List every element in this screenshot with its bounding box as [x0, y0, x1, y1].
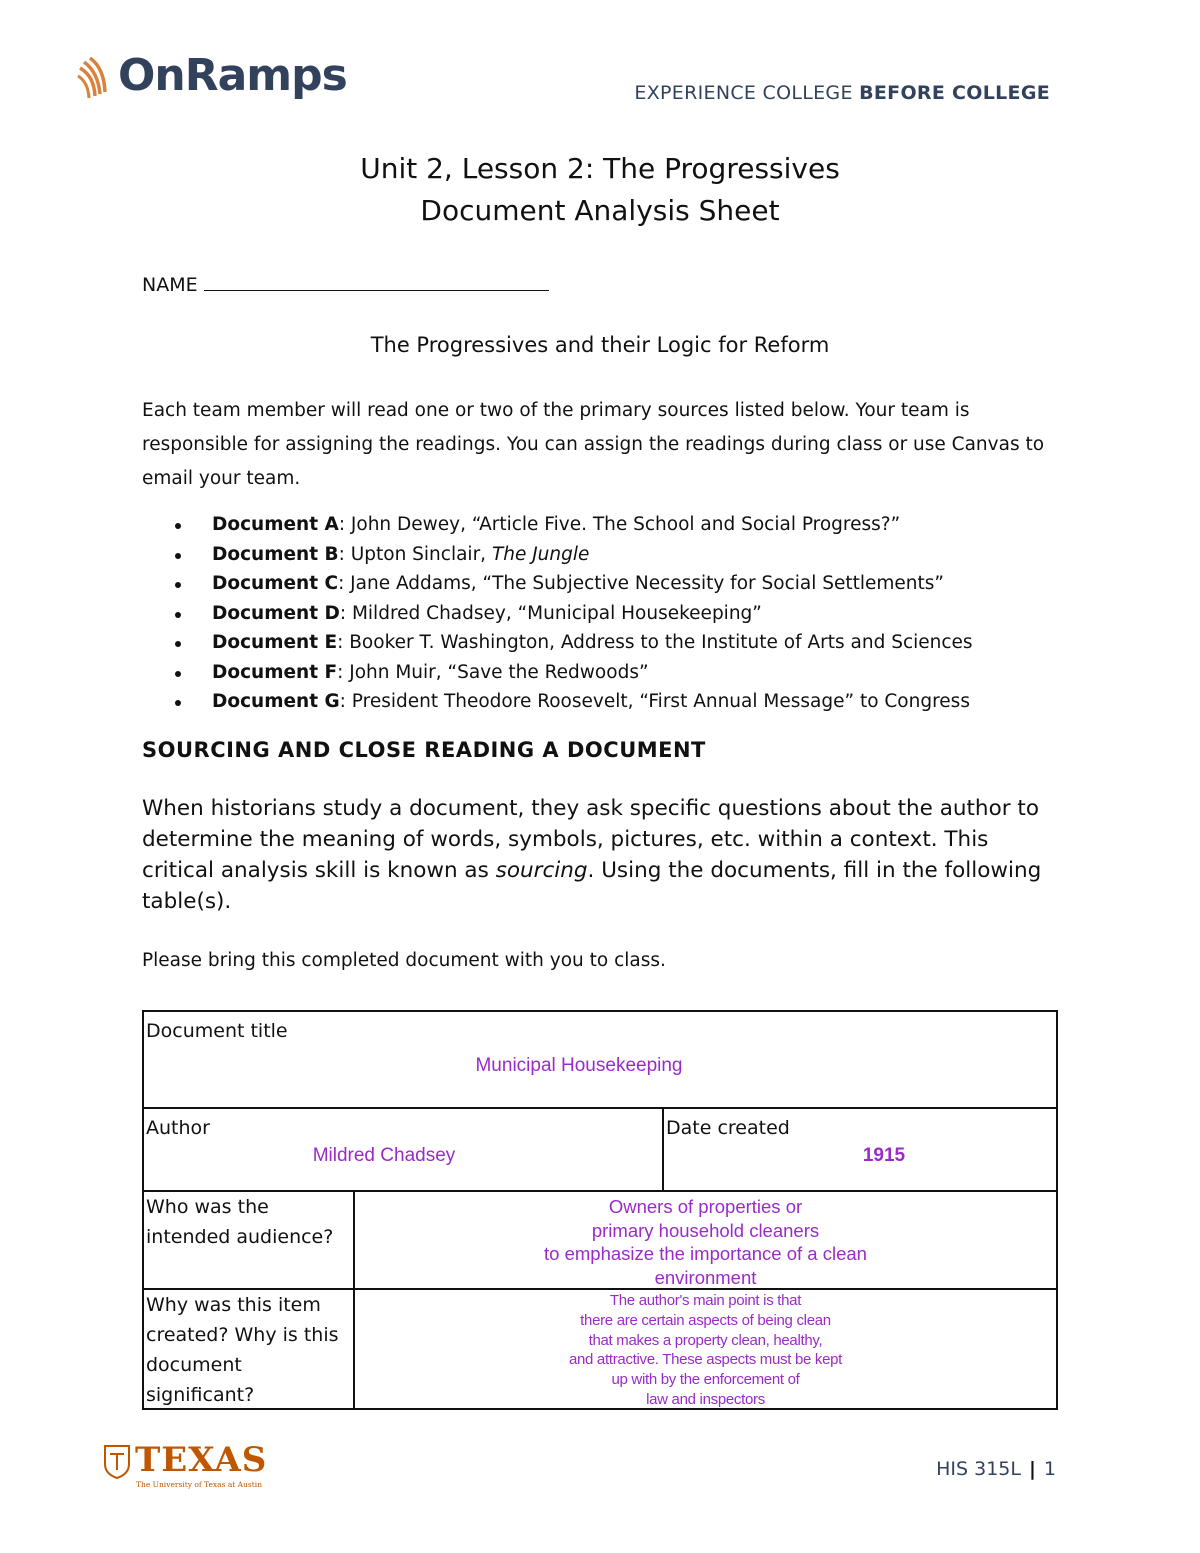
why-line: law and inspectors	[646, 1390, 765, 1408]
audience-value	[355, 1195, 1056, 1289]
list-item	[212, 569, 973, 599]
onramps-logo	[76, 48, 366, 120]
why-value	[355, 1291, 1056, 1410]
doc-label: Document E	[212, 632, 338, 653]
doc-text: : Booker T. Washington, Address to the Institute of Arts and Sciences	[337, 632, 973, 653]
document-list	[142, 510, 973, 717]
texas-word: TEXAS	[135, 1440, 268, 1480]
date-label: Date created	[666, 1117, 790, 1139]
list-item	[212, 628, 973, 658]
date-cell[interactable]	[664, 1109, 1056, 1192]
author-cell[interactable]	[144, 1109, 664, 1192]
why-line: up with by the enforcement of	[611, 1371, 800, 1389]
list-item	[212, 510, 973, 540]
why-label: Why was this item created? Why is this document significant?	[146, 1294, 339, 1406]
course-code: HIS 315L	[936, 1458, 1021, 1480]
doc-title-cell[interactable]	[144, 1012, 1056, 1109]
intro-paragraph: Each team member will read one or two of the primary sources listed below. Your team is responsible for assigning the readings. You can assign the readings during class or use Canvas to email your team.	[142, 400, 1045, 489]
name-label: NAME	[142, 274, 198, 296]
page-subtitle-sheet: Document Analysis Sheet	[420, 194, 780, 227]
tagline	[634, 82, 1050, 104]
audience-line: primary household cleaners	[591, 1219, 820, 1241]
doc-label: Document G	[212, 691, 340, 712]
page-title: Unit 2, Lesson 2: The Progressives	[360, 152, 840, 185]
author-label: Author	[146, 1117, 210, 1139]
tagline-part1: EXPERIENCE COLLEGE	[634, 82, 860, 104]
doc-label: Document A	[212, 514, 339, 535]
list-item	[212, 658, 973, 688]
why-label-cell	[144, 1290, 355, 1408]
doc-text: : John Dewey, “Article Five. The School and Social Progress?”	[338, 514, 901, 535]
list-item	[212, 540, 973, 570]
sourcing-italic: sourcing	[495, 858, 588, 883]
audience-line: to emphasize the importance of a clean	[544, 1243, 867, 1264]
doc-title-value: Municipal Housekeeping	[475, 1055, 683, 1076]
why-line: and attractive. These aspects must be kept	[568, 1351, 843, 1369]
doc-title-label: Document title	[146, 1020, 288, 1042]
section-heading: SOURCING AND CLOSE READING A DOCUMENT	[142, 738, 706, 762]
doc-text: : President Theodore Roosevelt, “First Annual Message” to Congress	[339, 691, 970, 712]
why-line: The author's main point is that	[609, 1292, 802, 1309]
why-line: there are certain aspects of being clean	[580, 1311, 831, 1329]
analysis-table	[142, 1010, 1058, 1410]
audience-label-cell	[144, 1192, 355, 1290]
page-index: 1	[1043, 1458, 1056, 1480]
tagline-part2: BEFORE COLLEGE	[859, 82, 1050, 104]
audience-cell[interactable]	[355, 1192, 1056, 1290]
doc-italic: The Jungle	[491, 543, 590, 565]
name-blank-line[interactable]	[204, 270, 549, 291]
sourcing-text-1: When historians study a document, they ask specific questions about the author to determine the meaning of words, symbols, pictures, etc. within a context. This critical analysis skill is known as	[142, 796, 1039, 883]
page-number	[936, 1458, 1056, 1480]
page-separator: |	[1028, 1458, 1036, 1480]
doc-label: Document F	[212, 661, 338, 683]
doc-text: : Jane Addams, “The Subjective Necessity for Social Settlements”	[338, 573, 944, 594]
list-item	[212, 687, 973, 717]
doc-text: : Upton Sinclair,	[338, 543, 492, 565]
texas-sub: The University of Texas at Austin	[136, 1480, 263, 1489]
ut-seal-icon	[103, 1444, 131, 1480]
doc-label: Document C	[212, 573, 339, 594]
audience-line: Owners of properties or	[608, 1196, 803, 1217]
doc-label: Document D	[212, 602, 340, 624]
doc-text: : Mildred Chadsey, “Municipal Housekeeping”	[339, 602, 762, 624]
section-subtitle: The Progressives and their Logic for Reform	[370, 333, 830, 357]
bring-note: Please bring this completed document with you to class.	[142, 950, 666, 971]
list-item	[212, 599, 973, 629]
date-value: 1915	[862, 1145, 906, 1166]
audience-label: Who was the intended audience?	[146, 1196, 334, 1248]
doc-text: : John Muir, “Save the Redwoods”	[337, 661, 649, 683]
sourcing-paragraph	[142, 793, 1062, 917]
audience-line: environment	[654, 1266, 757, 1288]
texas-logo	[103, 1440, 268, 1492]
sourcing-text-2: . Using the documents, fill in the following table(s).	[142, 858, 1042, 914]
why-line: that makes a property clean, healthy,	[588, 1331, 823, 1349]
doc-label: Document B	[212, 543, 339, 565]
why-cell[interactable]	[355, 1290, 1056, 1408]
name-field	[142, 270, 549, 296]
author-value: Mildred Chadsey	[312, 1145, 456, 1166]
onramps-logo-text: OnRamps	[118, 50, 347, 101]
onramps-swoosh-icon	[76, 52, 118, 112]
